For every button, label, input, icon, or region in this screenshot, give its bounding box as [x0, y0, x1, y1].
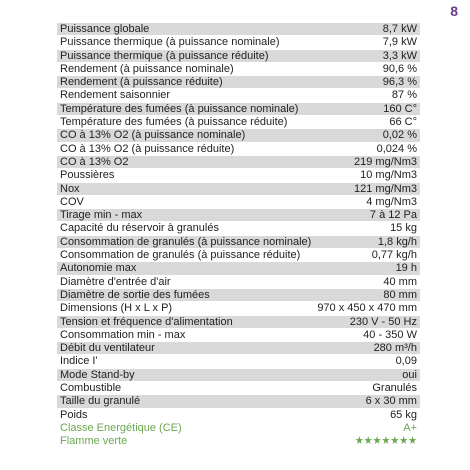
spec-value: 0,09	[395, 355, 417, 368]
spec-row	[57, 275, 420, 288]
spec-table	[57, 23, 420, 449]
spec-value: A+	[403, 421, 417, 434]
spec-value: 10 mg/Nm3	[360, 169, 417, 182]
spec-row	[57, 368, 420, 381]
spec-label: Diamètre d'entrée d'air	[60, 275, 171, 288]
spec-row	[57, 116, 420, 129]
spec-value: 0,024 %	[376, 142, 417, 155]
spec-label: Diamètre de sortie des fumées	[57, 288, 314, 301]
spec-row	[57, 142, 420, 155]
spec-row	[57, 23, 420, 36]
spec-row	[57, 235, 420, 248]
spec-row	[57, 155, 420, 168]
spec-value: 160 C°	[314, 102, 420, 115]
page-number: 8	[450, 3, 458, 19]
spec-row	[57, 36, 420, 49]
spec-value: 4 mg/Nm3	[366, 195, 417, 208]
spec-value: 15 kg	[390, 222, 417, 235]
spec-label: Indice I'	[60, 355, 98, 368]
spec-value: 970 x 450 x 470 mm	[317, 302, 417, 315]
spec-row	[57, 195, 420, 208]
spec-label: Combustible	[60, 382, 122, 395]
spec-row	[57, 62, 420, 75]
spec-row	[57, 408, 420, 421]
spec-label: Température des fumées (à puissance réduite)	[60, 116, 288, 129]
spec-value: 0,02 %	[314, 129, 420, 142]
spec-row	[57, 435, 420, 448]
spec-label: Mode Stand-by	[57, 368, 314, 381]
spec-label: Tension et fréquence d'alimentation	[57, 315, 314, 328]
spec-value: Granulés	[372, 382, 417, 395]
spec-value: 87 %	[391, 89, 417, 102]
spec-label: CO à 13% O2 (à puissance réduite)	[60, 142, 235, 155]
spec-value: 1,8 kg/h	[314, 235, 420, 248]
spec-label: Autonomie max	[57, 262, 314, 275]
spec-row	[57, 89, 420, 102]
spec-row	[57, 169, 420, 182]
spec-label: Consommation de granulés (à puissance réduite)	[60, 249, 301, 262]
spec-label: Rendement (à puissance nominale)	[60, 62, 234, 75]
spec-value: 8,7 kW	[314, 23, 420, 36]
spec-label: Dimensions (H x L x P)	[60, 302, 173, 315]
spec-label: Taille du granulé	[57, 395, 314, 408]
spec-row	[57, 302, 420, 315]
spec-value: 0,77 kg/h	[371, 249, 417, 262]
spec-value: 7,9 kW	[382, 36, 417, 49]
spec-label: Flamme verte	[60, 435, 128, 448]
spec-value: 3,3 kW	[314, 49, 420, 62]
spec-label: Rendement saisonnier	[60, 89, 171, 102]
spec-label: Poussières	[60, 169, 115, 182]
spec-value: 96,3 %	[314, 76, 420, 89]
spec-label: Tirage min - max	[57, 209, 314, 222]
spec-label: Puissance thermique (à puissance nominale)	[60, 36, 280, 49]
spec-value: 6 x 30 mm	[314, 395, 420, 408]
rating-stars: ★★★★★★★	[354, 435, 417, 448]
spec-row	[57, 76, 420, 89]
spec-value: 40 - 350 W	[363, 328, 417, 341]
spec-label: Classe Energétique (CE)	[60, 421, 182, 434]
spec-row	[57, 342, 420, 355]
spec-row	[57, 421, 420, 434]
spec-label: Capacité du réservoir à granulés	[60, 222, 219, 235]
spec-value: 66 C°	[389, 116, 417, 129]
spec-value: 80 mm	[314, 288, 420, 301]
spec-row	[57, 49, 420, 62]
spec-value: 90,6 %	[382, 62, 417, 75]
spec-value: 19 h	[314, 262, 420, 275]
spec-label: Puissance globale	[57, 23, 314, 36]
spec-label: Nox	[57, 182, 314, 195]
spec-row	[57, 382, 420, 395]
spec-row	[57, 209, 420, 222]
spec-value: 121 mg/Nm3	[314, 182, 420, 195]
spec-label: CO à 13% O2 (à puissance nominale)	[57, 129, 314, 142]
spec-label: COV	[60, 195, 84, 208]
spec-table-body	[57, 23, 420, 448]
spec-row	[57, 328, 420, 341]
spec-value: 280 m³/h	[314, 342, 420, 355]
spec-label: Rendement (à puissance réduite)	[57, 76, 314, 89]
spec-value: oui	[314, 368, 420, 381]
spec-label: Consommation de granulés (à puissance nominale)	[57, 235, 314, 248]
spec-row	[57, 395, 420, 408]
spec-label: Consommation min - max	[60, 328, 186, 341]
spec-label: Température des fumées (à puissance nominale)	[57, 102, 314, 115]
spec-label: CO à 13% O2	[57, 155, 314, 168]
spec-row	[57, 315, 420, 328]
spec-row	[57, 129, 420, 142]
spec-value: 230 V - 50 Hz	[314, 315, 420, 328]
spec-value: 65 kg	[390, 408, 417, 421]
spec-value: 219 mg/Nm3	[314, 155, 420, 168]
spec-label: Puissance thermique (à puissance réduite)	[57, 49, 314, 62]
spec-label: Poids	[60, 408, 88, 421]
spec-row	[57, 355, 420, 368]
spec-value: 7 à 12 Pa	[314, 209, 420, 222]
spec-value: 40 mm	[383, 275, 417, 288]
spec-row	[57, 102, 420, 115]
spec-row	[57, 222, 420, 235]
spec-row	[57, 182, 420, 195]
spec-row	[57, 262, 420, 275]
spec-label: Débit du ventilateur	[57, 342, 314, 355]
spec-row	[57, 288, 420, 301]
spec-row	[57, 249, 420, 262]
